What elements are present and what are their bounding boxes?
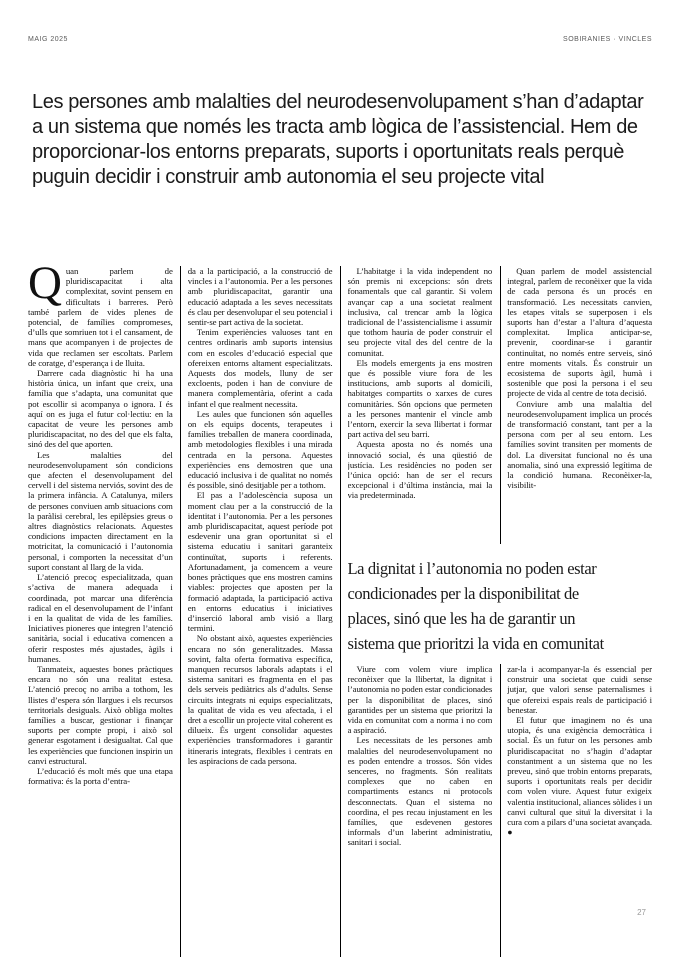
column-4-top [507,266,652,544]
paragraph: Aquesta aposta no és només una innovació social, és una qüestió de justícia. Les residències no poden ser l’única opció: han de ser el recurs excepcional i d’última instància, mai la via predeterminada. [347,439,493,501]
column-rule [500,664,501,957]
paragraph: L’educació és molt més que una etapa formativa: és la porta d’entra- [28,765,173,787]
pull-quote-line: La dignitat i l’autonomia no poden estar [347,559,597,578]
paragraph: zar-la i acompanyar-la és essencial per construir una societat que cuidi sense jutjar, que valori sense paternalismes i que ofereixi espais reals de participació i benestar. [507,664,652,715]
column-1 [28,266,173,957]
paragraph: El pas a l’adolescència suposa un moment clau per a la construcció de la identitat i l’autonomia. Per a les persones amb pluridiscapacitat, aquest període pot esdevenir una gran oportunitat si el sistema educatiu i sanitari garanteix continuïtat, suports i referents. Afortunadament, ja comencem a veure bones pràctiques que ens mostren camins viables: projectes que aposten per la formació adaptada, la participació activa en entorns educatius i iniciatives d’inserció laboral amb visió a llarg termini. [187,490,333,634]
column-4-bottom [507,664,652,957]
headline-line: proporcionar-los entorns preparats, suports i oportunitats reals perquè [32,141,624,163]
paragraph: Els models emergents ja ens mostren que és possible viure fora de les institucions, amb suports al domicili, habitatges compartits o xarxes de cures comunitàries. Són opcions que permeten a les persones mantenir el vincle amb l’entorn, exercir la seva llibertat i formar part activa del seu barri. [347,357,493,440]
column-rule [500,266,501,544]
paragraph: No obstant això, aquestes experiències encara no són generalitzades. Massa sovint, falta oferta formativa específica, manquen recursos laborals adaptats i el sistema sanitari es fragmenta en el pas dels serveis pediàtrics als d’adults. Sense circuits integrats ni equips especialitzats, la qualitat de vida es veu afectada, i el dret a escollir un projecte vital coherent es dilueix. És urgent consolidar aquestes experiències transformadores i garantir itineraris integrats, flexibles i centrats en les aspiracions de cada persona. [187,633,333,766]
pull-quote-line: places, sinó que les ha de garantir un [347,609,576,628]
paragraph: El futur que imaginem no és una utopia, és una exigència democràtica i social. És un futur on les persones amb pluridiscapacitat no s’hagin d’adaptar constantment a un sistema que no les preveu, sinó que trobin entorns preparats, suports i oportunitats reals per decidir com volen viure. Aquest futur exigeix valentia institucional, aliances sòlides i un canvi cultural que situï la diversitat i la cura com a pilars d’una societat avançada. ● [507,715,652,838]
column-3-bottom [348,664,493,957]
section-title: SOBIRANIES · VINCLES [563,36,652,43]
paragraph: Viure com volem viure implica reconèixer que la llibertat, la dignitat i l’autonomia no poden estar condicionades per la disponibilitat de places, sinó garantides per un sistema que prioritzi la vida en comunitat com a norma i no com a aspiració. [347,664,493,736]
paragraph: Quan parlem de model assistencial integral, parlem de reconèixer que la vida de cada persona és un procés en transformació. Les necessitats canvien, les etapes vitals se superposen i els suports han d’estar a l’altura d’aquesta complexitat. Implica anticipar-se, prevenir, coordinar-se i garantir continuïtat, no només entre serveis, sinó entre moments vitals. És construir un ecosistema de suports àgil, humà i sostenible que posi la persona i el seu projecte de vida al centre de tota decisió. [507,266,652,399]
drop-cap: Q [28,266,62,309]
column-3-top [348,266,493,544]
article-headline [32,90,660,190]
pull-quote-line: sistema que prioritzi la vida en comunitat [347,634,604,653]
paragraph: Tanmateix, aquestes bones pràctiques encara no són una realitat estesa. L’atenció precoç no arriba a tothom, les llistes d’espera són llargues i els recursos territorials desiguals. Això obliga moltes famílies a buscar, gestionar i finançar suports per compte propi, i això sol generar esgotament i desigualtat. Cal que les experiències que funcionen inspirin un canvi estructural. [28,663,173,766]
issue-date: MAIG 2025 [28,36,68,43]
column-rule [340,266,341,957]
headline-line: Les persones amb malalties del neurodesenvolupament s’han d’adaptar [32,91,644,113]
paragraph: Conviure amb una malaltia del neurodesenvolupament implica un procés de transformació constant, tant per a la persona com per al seu entorn. Les famílies sovint transiten per moments de dol. La diversitat funcional no és una anomalia, sinó una expressió legítima de la condició humana. Reconèixer-la, visibilit- [507,398,652,491]
paragraph: Tenim experiències valuoses tant en centres ordinaris amb suports intensius com en escoles d’educació especial que ofereixen entorns altament especialitzats. Aquests dos models, lluny de ser excloents, poden i han de conviure de manera complementària, oferint a cada infant el que realment necessita. [187,327,333,409]
headline-line: a un sistema que només les tracta amb lògica de l’assistencial. Hem de [32,116,638,138]
pull-quote-line: condicionades per la disponibilitat de [347,584,579,603]
paragraph: Darrere cada diagnòstic hi ha una història única, un infant que creix, una família que s’adapta, una comunitat que pot escollir si acompanya o ignora. I és aquí on es juga el futur col·lectiu: en la capacitat de veure les persones amb pluridiscapacitat, no des del que els falta, sinó des del que aporten. [28,368,173,450]
paragraph: da a la participació, a la construcció de vincles i a l’autonomia. Per a les persones amb pluridiscapacitat, garantir una educació adaptada a les seves necessitats és clau per desenvolupar el seu potencial i sentir-se part activa de la societat. [187,266,333,328]
paragraph: Les necessitats de les persones amb malalties del neurodesenvolupament no es poden entendre a trossos. Són vides senceres, no fragments. Són realitats complexes que no caben en compartiments estancs ni protocols desconnectats. Quan el sistema no coordina, el pes recau injustament en les famílies, que esdevenen gestores informals d’un laberint administratiu, sanitari i social. [347,735,493,848]
page-number: 27 [637,908,646,917]
paragraph: Les aules que funcionen són aquelles on els equips docents, terapeutes i famílies treballen de manera coordinada, amb metodologies flexibles i una mirada centrada en la persona. Aquestes experiències ens demostren que una educació inclusiva i de qualitat no només és possible, sinó desitjable per a tothom. [187,408,333,491]
pull-quote [348,544,653,664]
column-2 [188,266,333,957]
paragraph: L’atenció precoç especialitzada, quan s’activa de manera adequada i coordinada, pot marcar una diferència radical en el desenvolupament de l’infant i en la qualitat de vida de les famílies. Iniciatives pioneres que integren l’atenció sanitària, social i educativa comencen a oferir respostes més ajustades, àgils i humanes. [28,572,173,664]
paragraph-text: uan parlem de pluridiscapacitat i alta complexitat, sovint pensem en dificultats i barreres. Però també parlem de vides plenes de potencial, de famílies compromeses, d’ulls que somriuen tot i el cansament, de mans que acompanyen i de projectes de vida que reclamen ser escoltats. Parlem de coratge, d’esperança i de lluita. [28,266,173,368]
paragraph: Les malalties del neurodesenvolupament són condicions que afecten el desenvolupament del cervell i del sistema nerviós, sovint des de la primera infància. A Catalunya, milers de persones conviuen amb situacions com la paràlisi cerebral, les epilèpsies greus o altres diagnòstics relacionats. Aquestes condicions impacten directament en la motricitat, la comunicació i l’autonomia personal, i comporten la necessitat d’un suport constant al llarg de la vida. [28,449,173,572]
paragraph: L’habitatge i la vida independent no són premis ni excepcions: són drets fonamentals que cal garantir. Si volem avançar cap a una societat realment inclusiva, cal trencar amb la lògica tradicional de l’assistencialisme i assumir que tothom hauria de poder construir el seu projecte vital des del centre de la comunitat. [347,266,493,358]
masthead [28,36,652,43]
headline-line: puguin decidir i construir amb autonomia el seu projecte vital [32,166,545,188]
paragraph [28,266,173,368]
column-rule [180,266,181,957]
